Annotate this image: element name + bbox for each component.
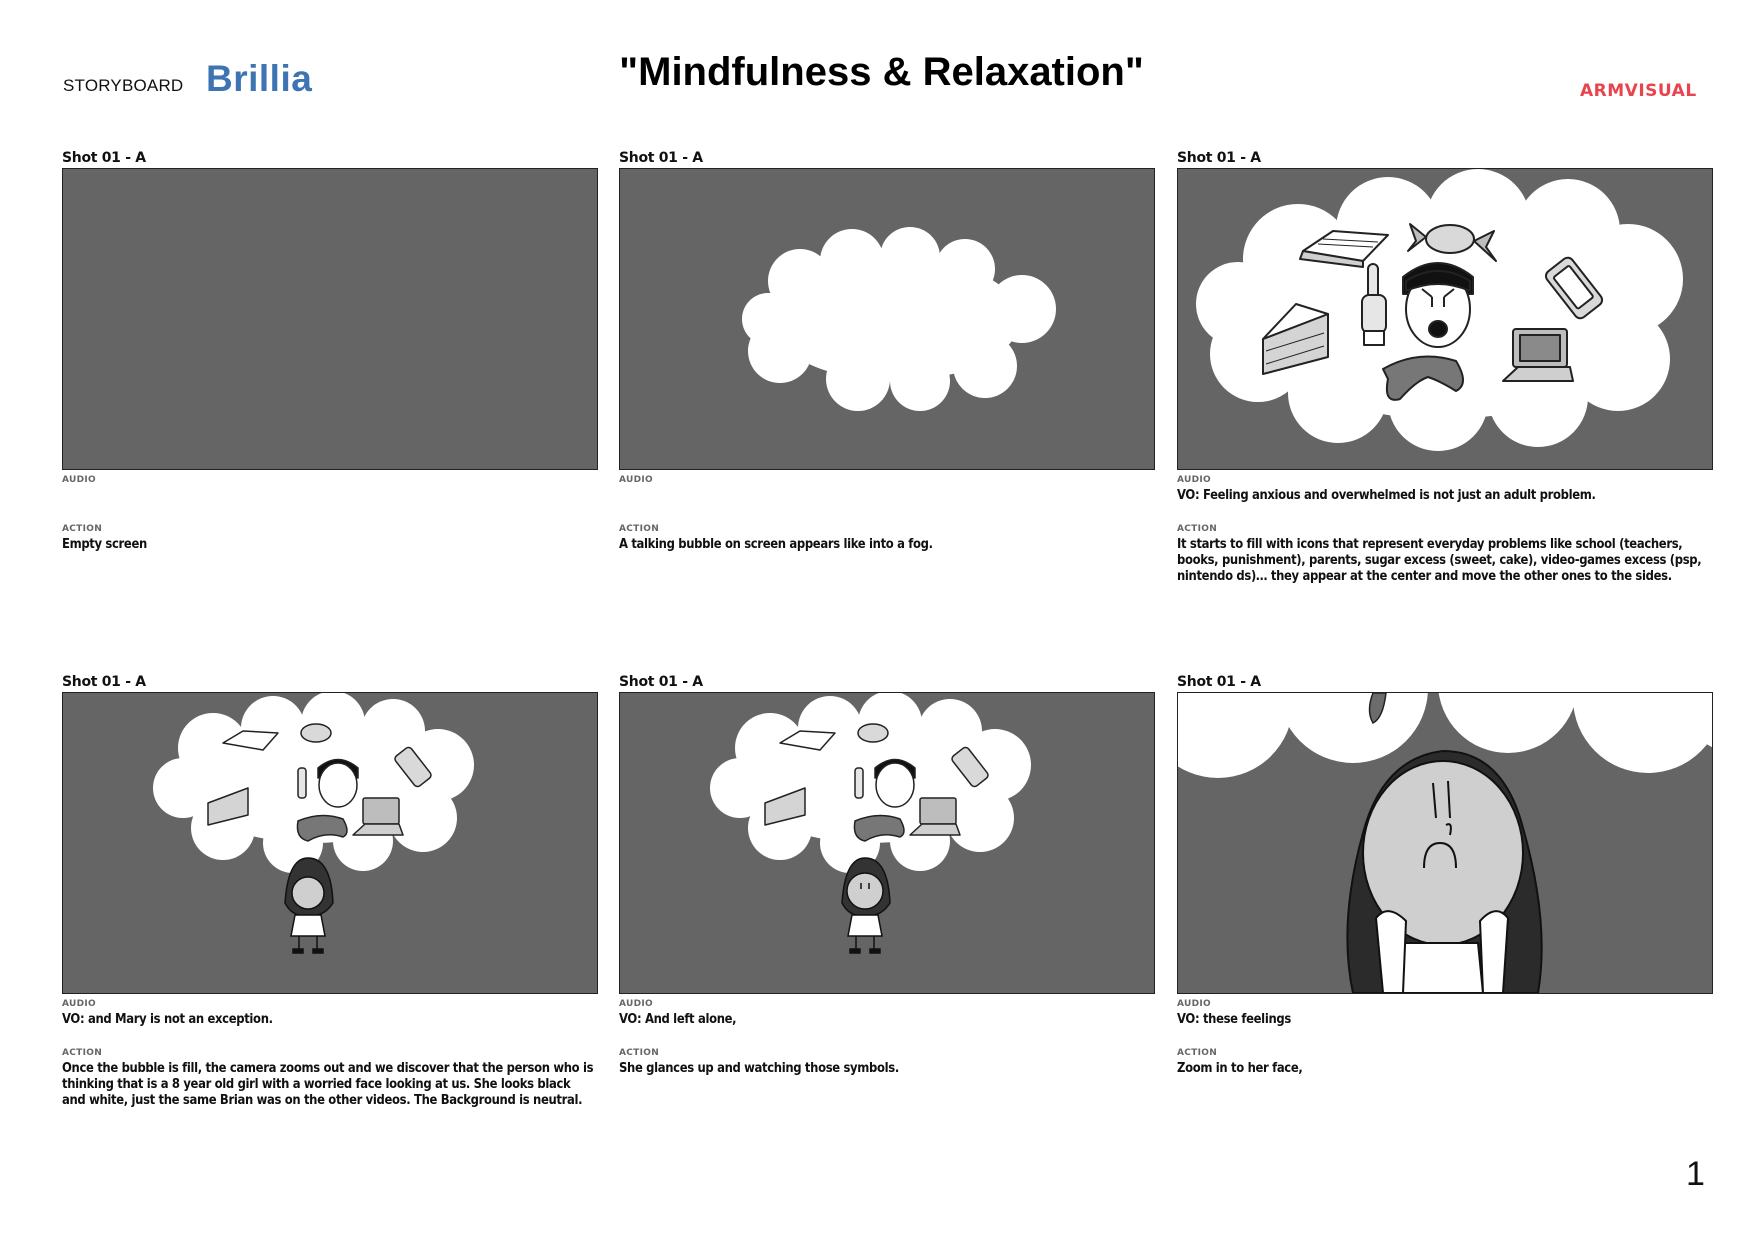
audio-label: AUDIO <box>619 475 653 485</box>
action-text: Zoom in to her face, <box>1177 1060 1303 1076</box>
shot-frame-problem-icons <box>1177 168 1713 470</box>
brillia-logo: Brillia <box>206 58 313 99</box>
storyboard-label: STORYBOARD <box>63 76 184 95</box>
girl-face <box>1347 751 1541 993</box>
storyboard-panel-3 <box>1177 148 1713 584</box>
audio-label: AUDIO <box>62 475 96 485</box>
shot-title: Shot 01 - A <box>62 674 146 690</box>
action-label: ACTION <box>1177 524 1218 534</box>
action-label: ACTION <box>619 524 660 534</box>
audio-text: VO: and Mary is not an exception. <box>62 1011 273 1027</box>
girl-figure <box>285 858 333 953</box>
action-text: Empty screen <box>62 536 147 552</box>
audio-text: VO: Feeling anxious and overwhelmed is not just an adult problem. <box>1177 487 1596 503</box>
action-text: It starts to fill with icons that represent everyday problems like school (teachers, books, punishment), parents, sugar excess (sweet, cake), video-games excess (psp, nintendo ds)… they appear at the center and move the other ones to the sides. <box>1177 536 1702 584</box>
storyboard-panel-1 <box>62 148 598 552</box>
shot-title: Shot 01 - A <box>62 150 146 166</box>
audio-label: AUDIO <box>1177 999 1211 1009</box>
shot-title: Shot 01 - A <box>619 674 703 690</box>
audio-label: AUDIO <box>62 999 96 1009</box>
audio-text <box>619 487 1152 519</box>
audio-label: AUDIO <box>1177 475 1211 485</box>
shot-title: Shot 01 - A <box>1177 674 1261 690</box>
audio-text: VO: And left alone, <box>619 1011 737 1027</box>
problem-icons-illustration <box>1178 169 1712 469</box>
audio-label: AUDIO <box>619 999 653 1009</box>
action-text: She glances up and watching those symbols. <box>619 1060 899 1076</box>
action-label: ACTION <box>62 524 103 534</box>
storyboard-panel-2 <box>619 148 1155 552</box>
girl-with-thought-bubble-illustration <box>63 693 597 993</box>
empty-screen-illustration <box>63 169 597 469</box>
shot-title: Shot 01 - A <box>619 150 703 166</box>
girl-figure <box>842 858 890 953</box>
shot-frame-empty <box>62 168 598 470</box>
action-label: ACTION <box>62 1048 103 1058</box>
shot-frame-zoom-out-girl <box>62 692 598 994</box>
shot-frame-cloud <box>619 168 1155 470</box>
action-text: Once the bubble is fill, the camera zooms out and we discover that the person who is thinking that is a 8 year old girl with a worried face looking at us. She looks black and white, just the same Brian was on the other videos. The Background is neutral. <box>62 1060 594 1108</box>
page-title: "Mindfulness & Relaxation" <box>619 50 1144 94</box>
handheld-console-icon <box>1503 329 1573 381</box>
armvisual-logo: ARMVISUAL <box>1580 81 1697 101</box>
audio-text <box>62 487 595 519</box>
girl-glancing-up-illustration <box>620 693 1154 993</box>
audio-text: VO: these feelings <box>1177 1011 1291 1027</box>
angry-face-icon <box>1403 263 1473 347</box>
thought-bubble-illustration <box>620 169 1154 469</box>
action-label: ACTION <box>619 1048 660 1058</box>
action-label: ACTION <box>1177 1048 1218 1058</box>
shot-frame-girl-glances-up <box>619 692 1155 994</box>
girl-face-closeup-illustration <box>1178 693 1712 993</box>
shot-frame-zoom-in-face <box>1177 692 1713 994</box>
page-number: 1 <box>1686 1155 1705 1193</box>
storyboard-panel-4 <box>62 672 598 1108</box>
shot-title: Shot 01 - A <box>1177 150 1261 166</box>
storyboard-panel-5 <box>619 672 1155 1076</box>
storyboard-panel-6 <box>1177 672 1713 1076</box>
action-text: A talking bubble on screen appears like into a fog. <box>619 536 933 552</box>
